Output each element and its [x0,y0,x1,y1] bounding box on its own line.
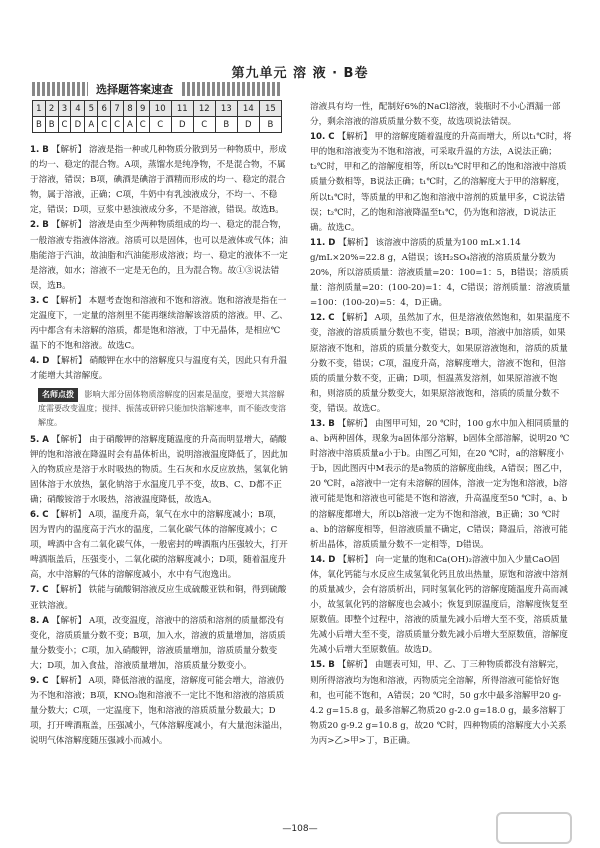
answer-number-cell: 11 [171,101,193,117]
right-entries [310,100,572,749]
page-number: —108— [282,824,318,834]
answer-entry [30,143,288,218]
entry-number: 10. C [310,132,338,143]
answer-number-cell: 8 [124,101,137,117]
answer-letter-cell: B [45,117,58,133]
answer-entry [310,658,572,749]
answer-entry [310,236,572,311]
entry-number: 3. C [30,295,52,306]
entry-text: 【解析】 由于硝酸钾的溶解度随温度的升高而明显增大，硝酸钾的饱和溶液在降温时会有晶体析出，说明溶液温度降低了，因此加入的物质应是溶于水时吸热的物质。生石灰和水反应放热，氢氧化钠固体溶于水放热，氯化钠溶于水温度几乎不变，故B、C、D都不正确；硝酸铵溶于水吸热，溶液温度降低，故选A。 [30,434,288,505]
answer-entry [30,218,288,293]
entry-text: 【解析】 A项，温度升高，氧气在水中的溶解度减小；B项，因为胃内的温度高于汽水的温度，二氧化碳气体的溶解度减小；C项，啤酒中含有二氧化碳气体，一般密封的啤酒瓶内压强较大，打开啤酒瓶盖后，压强变小，二氧化碳的溶解度减小；D项，随着温度升高，水中溶解的气体的溶解度减小，水中有气泡逸出。 [30,509,288,581]
answer-number-cell: 15 [259,101,281,117]
entry-text: 【解析】 甲的溶解度随着温度的升高而增大，所以t₁℃时，将甲的饱和溶液变为不饱和溶液，可采取升温的方法，A说法正确；t₂℃时，甲和乙的溶解度相等，所以t₂℃时甲和乙的饱和溶液中溶质质量分数相等，B说法正确；t₁℃时，乙的溶解度大于甲的溶解度，所以t₁℃时，等质量的甲和乙饱和溶液中溶剂的质量甲多，C说法错误；t₂℃时，乙的饱和溶液降温至t₁℃，仍为饱和溶液，D说法正确。故选C。 [310,132,572,233]
answer-number-cell: 12 [193,101,215,117]
entry-text: 溶液具有均一性，配制好6%的NaCl溶液，装瓶时不小心洒漏一部分，剩余溶液的溶质质量分数不变，故选项说法错误。 [310,102,561,128]
answer-letter-cell: B [259,117,281,133]
answer-letter-cell: C [149,117,171,133]
answer-number-cell: 4 [71,101,85,117]
entry-number: 13. B [310,418,338,429]
answer-letter-row [33,117,282,133]
entry-text: 【解析】 A项，改变温度，溶液中的溶质和溶剂的质量都没有变化，溶质质量分数不变；B项，加入水，溶液的质量增加，溶质质量分数变小；C项，加入硝酸钾，溶液质量增加，溶质质量分数变大；D项，加入食盐，溶液质量增加，溶质质量分数变小。 [30,615,286,671]
answer-entry [30,354,288,384]
answer-entry [30,433,288,508]
answer-number-cell: 7 [111,101,124,117]
page-title: 第九单元 溶 液 · B卷 [231,66,369,81]
entry-number: 8. A [30,615,52,626]
answer-entry [30,674,288,749]
entry-text: 【解析】 向一定量的饱和Ca(OH)₂溶液中加入少量CaO固体，氧化钙能与水反应生成氢氧化钙且放出热量，原饱和溶液中溶剂的质量减少，会有溶质析出，同时氢氧化钙的溶解度随温度升高而减小，故氢氧化钙的溶解度也会减小；恢复到原温度后，溶解度恢复至原数值。即整个过程中，溶液的质量先减小后增大至不变，溶质质量先减小后增大至不变，溶质质量分数先减小后增大至原数值，溶解度先减小后增大至原数值。故选D。 [310,554,568,656]
teacher-tip [38,388,288,430]
answer-number-cell: 1 [33,101,46,117]
quick-answer-bar [32,82,282,96]
left-column [30,143,288,749]
answer-letter-cell: C [193,117,215,133]
watermark-logo [496,812,572,844]
entry-text: 【解析】 A项，虽然加了水，但是溶液依然饱和，如果温度不变，溶液的溶质质量分数也不变，错误；B项，溶液中加溶质，如果原溶液不饱和，溶质的质量分数变大，如果原溶液饱和，溶质的质量分数不变，错误；C项，温度升高，溶解度增大，溶液不饱和，但溶质的质量分数不变，正确；D项，恒温蒸发溶剂，如果原溶液不饱和，则溶质的质量分数变大，如果原溶液饱和，溶质的质量分数不变，错误。故选C。 [310,313,570,414]
answer-letter-cell: C [111,117,124,133]
quick-answer-label: 选择题答案速查 [88,81,181,97]
answer-number-cell: 5 [85,101,98,117]
answer-entry [310,417,572,553]
answer-number-row [33,101,282,117]
answer-entry [310,311,572,417]
left-entries [30,143,288,385]
answer-number-cell: 6 [98,101,111,117]
answer-entry [310,553,572,659]
answer-letter-cell: A [124,117,137,133]
answer-number-cell: 10 [149,101,171,117]
entry-text: 【解析】 本题考查饱和溶液和不饱和溶液。饱和溶液是指在一定温度下，一定量的溶剂里不能再继续溶解该溶质的溶液。甲、乙、丙中都含有未溶解的溶质，都是饱和溶液，丁中无晶体，是相应℃温下的不饱和溶液。故选C。 [30,295,288,352]
answer-number-cell: 13 [215,101,237,117]
answer-letter-cell: D [171,117,193,133]
entry-number: 5. A [30,434,52,445]
answer-entry [30,294,288,354]
tip-text: 影响大部分固体物质溶解度的因素是温度，要增大其溶解度需要改变温度；搅拌、振荡或研碎只能加快溶解速率，而不能改变溶解度。 [38,389,286,427]
entry-number: 2. B [30,220,52,231]
answer-number-cell: 9 [136,101,149,117]
entry-text: 【解析】 该溶液中溶质的质量为100 mL×1.14 g/mL×20%=22.8 g，A错误；该H₂SO₄溶液的溶质质量分数为20%，所以溶质质量：溶液质量=20：100=1：5，B错误；溶质质量：溶剂质量=20：(100-20)=1：4，C错误；溶剂质量：溶液质量=100：(100-20)=5：4，D正确。 [310,237,571,309]
entry-number: 6. C [30,509,52,520]
entry-number: 11. D [310,237,339,248]
answer-number-cell: 2 [45,101,58,117]
entry-text: 【解析】 A项，降低溶液的温度，溶解度可能会增大，溶液仍为不饱和溶液；B项，KNO₃饱和溶液不一定比不饱和溶液的溶质质量分数大；C项，一定温度下，饱和溶液的溶质质量分数最大；D项，打开啤酒瓶盖，压强减小，气体溶解度减小，有大量泡沫溢出，说明气体溶解度随压强减小而减小。 [30,676,288,747]
answer-number-cell: 14 [237,101,259,117]
tip-label: 名师点拨 [38,388,78,402]
right-column [310,100,572,749]
answer-table [32,100,282,133]
entry-number: 4. D [30,356,53,367]
answer-letter-cell: B [215,117,237,133]
answer-letter-cell: A [85,117,98,133]
answer-entry [30,508,288,583]
answer-letter-cell: D [237,117,259,133]
entry-number: 1. B [30,145,52,155]
answer-entry [30,583,288,613]
entry-number: 9. C [30,676,52,686]
answer-number-cell: 3 [58,101,71,117]
entry-number: 14. D [310,554,339,565]
answer-letter-cell: B [33,117,46,133]
answer-letter-cell: C [98,117,111,133]
answer-entry [30,614,288,674]
entry-number: 15. B [310,660,338,671]
left-entries-2 [30,433,288,750]
answer-letter-cell: C [136,117,149,133]
entry-number: 7. C [30,585,52,596]
entry-text: 【解析】 由图甲可知，20 ℃时，100 g水中加入相同质量的a、b两种固体，现象为a固体部分溶解，b固体全部溶解，说明20 ℃时溶液中溶质质量a小于b。由图乙可知，在20 ℃时，a的溶解度小于b，因此图丙中M表示的是a物质的溶解度曲线，A错误；图乙中，20 ℃时，a溶液中一定有未溶解的固体，溶液一定为饱和溶液，b溶液可能是饱和溶液也可能是不饱和溶液，升高温度至50 ℃时，a、b的溶解度都增大，所以b溶液一定为不饱和溶液，B正确；30 ℃时a、b的溶解度相等，但溶液质量不确定，C错误；降温后，溶液可能析出晶体，溶质质量分数不一定相等，D错误。 [310,418,570,550]
entry-text: 【解析】 由题表可知，甲、乙、丁三种物质都没有溶解完，则所得溶液均为饱和溶液，丙物质完全溶解，所得溶液可能恰好饱和，也可能不饱和，A错误；20 ℃时，50 g水中最多溶解甲20 g-4.2 g=15.8 g，最多溶解乙物质20 g-2.0 g=18.0 g，最多溶解丁物质20 g-9.2 g=10.8 g，故20 ℃时，四种物质的溶解度大小关系为丙>乙>甲>丁，B正确。 [310,660,567,746]
entry-text: 【解析】 铁能与硫酸铜溶液反应生成硫酸亚铁和铜，得到硫酸亚铁溶液。 [30,585,287,611]
answer-entry [310,100,572,130]
entry-text: 【解析】 硝酸钾在水中的溶解度只与温度有关，因此只有升温才能增大其溶解度。 [30,356,288,382]
answer-entry [310,130,572,236]
entry-text: 【解析】 溶液是指一种或几种物质分散到另一种物质中，形成的均一、稳定的混合物。A项，蒸馏水是纯净物，不是混合物，不属于溶液，错误；B项，碘酒是碘溶于酒精而形成的均一、稳定的混合物，属于溶液，正确；C项，牛奶中有乳浊液成分，不均一、不稳定，错误；D项，豆浆中悬浊液成分多，不是溶液，错误。故选B。 [30,145,287,216]
entry-number: 12. C [310,313,338,324]
entry-text: 【解析】 溶液是由至少两种物质组成的均一、稳定的混合物，一般溶液专指液体溶液。溶质可以是固体，也可以是液体或气体；油脂能溶于汽油，故油脂和汽油能形成溶液；均一、稳定的液体不一定是溶液，如水；溶液不一定是无色的，且为混合物。故①③说法错误，选B。 [30,220,288,291]
answer-letter-cell: D [71,117,85,133]
answer-letter-cell: C [58,117,71,133]
